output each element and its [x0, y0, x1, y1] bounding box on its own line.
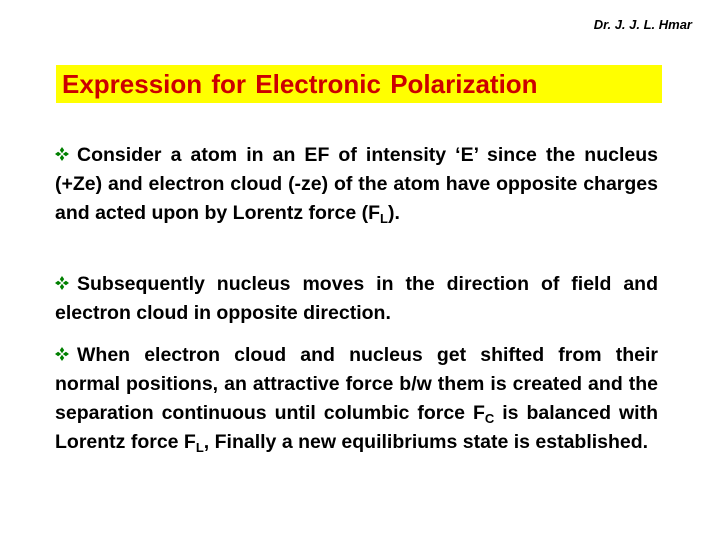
- title-banner: [56, 65, 662, 103]
- diamond-bullet-icon: [55, 347, 69, 361]
- bullet-item-2: [55, 270, 658, 328]
- bullet-item-3: [55, 341, 658, 457]
- slide-title: Expression for Electronic Polarization: [62, 69, 538, 99]
- author-credit: Dr. J. J. L. Hmar: [593, 17, 692, 32]
- diamond-bullet-icon: [55, 147, 69, 161]
- subscript-l: L: [380, 211, 388, 226]
- bullet-3-text-c: , Finally a new equilibriums state is established.: [203, 431, 649, 453]
- bullet-3-text-a: When electron cloud and nucleus get shifted from their normal positions, an attractive force b/w them is created and the separation continuous until columbic force F: [55, 344, 658, 424]
- bullet-3-text-b: is balanced with Lorentz force F: [55, 402, 658, 453]
- bullet-1-text: Consider a atom in an EF of intensity ‘E’ since the nucleus (+Ze) and electron cloud (-ze) of the atom have opposite charges and acted upon by Lorentz force (F: [55, 144, 658, 224]
- subscript-l: L: [195, 440, 204, 455]
- bullet-item-1: [55, 141, 658, 228]
- bullet-1-text-end: ).: [387, 202, 400, 224]
- bullet-2-text: Subsequently nucleus moves in the direction of field and electron cloud in opposite direction.: [55, 273, 658, 324]
- diamond-bullet-icon: [55, 276, 69, 290]
- subscript-c: C: [484, 411, 495, 426]
